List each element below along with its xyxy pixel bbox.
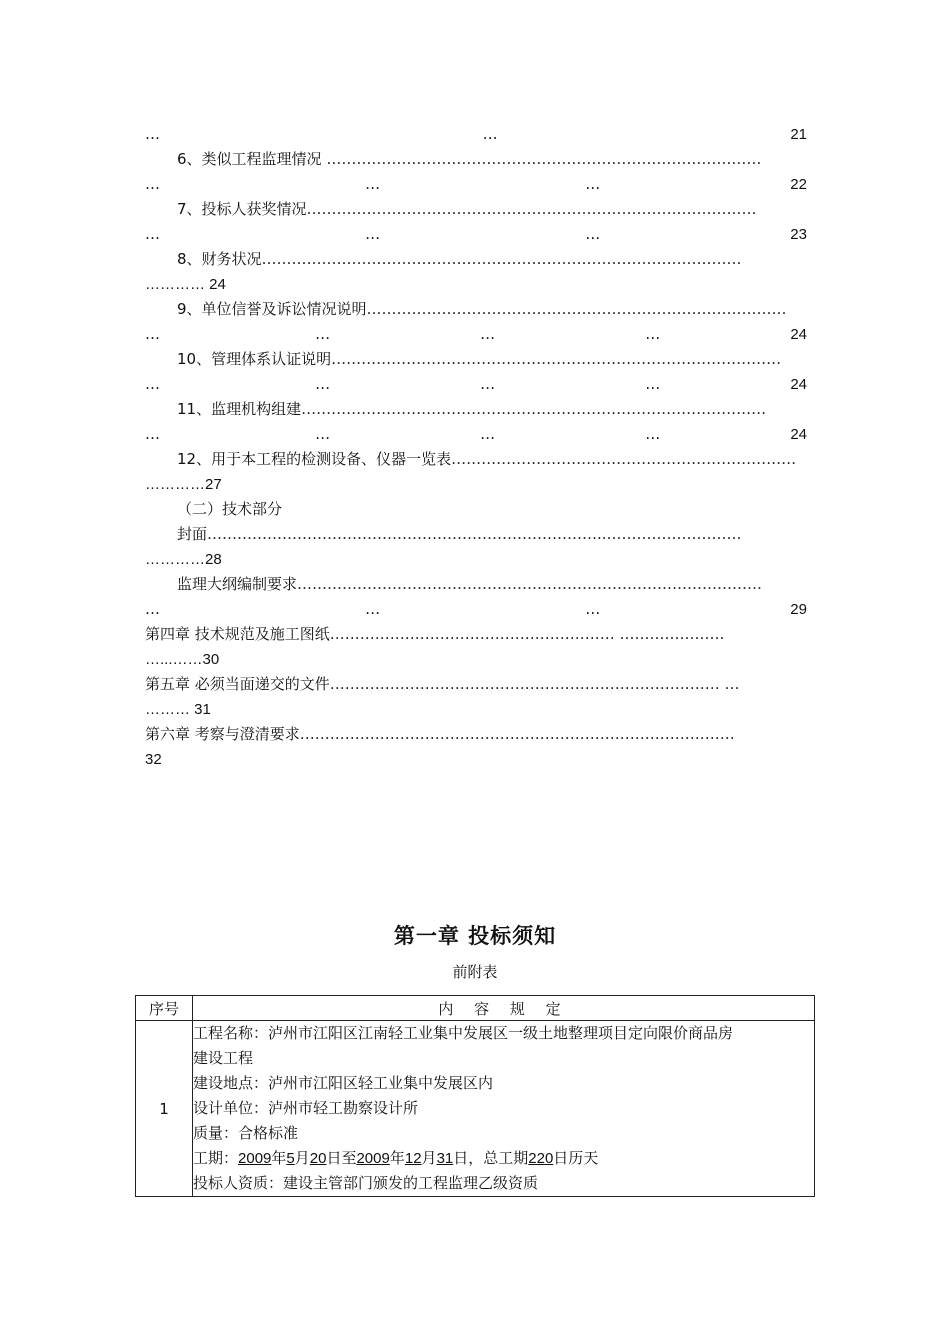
toc-leader: … bbox=[585, 600, 601, 618]
toc-continuation-line bbox=[145, 322, 807, 347]
toc-leader: … bbox=[645, 425, 661, 443]
toc-leader: … bbox=[482, 125, 498, 143]
toc-entry-title: 11、监理机构组建 bbox=[177, 400, 302, 418]
toc-leader: … bbox=[585, 225, 601, 243]
toc-leader: …………………………………………………………………………… bbox=[326, 150, 762, 168]
toc-chapter-entry[interactable] bbox=[145, 672, 807, 697]
toc-leader: …………………………………………………………………………………… bbox=[261, 250, 742, 268]
toc-page-number: 24 bbox=[790, 376, 807, 393]
toc-page-number: 23 bbox=[790, 226, 807, 243]
schedule-text: 月 bbox=[421, 1149, 437, 1167]
schedule-text: 月 bbox=[294, 1149, 310, 1167]
schedule-text: 日，总工期 bbox=[453, 1149, 529, 1167]
toc-entry-title: 7、投标人获奖情况 bbox=[177, 200, 307, 218]
toc-entry-title: 监理大纲编制要求 bbox=[177, 575, 298, 593]
toc-leader: … bbox=[480, 325, 496, 343]
schedule-text: 日历天 bbox=[553, 1149, 599, 1167]
toc-entry-title: 6、类似工程监理情况 bbox=[177, 150, 327, 168]
toc-leader: … bbox=[645, 375, 661, 393]
toc-entry-title: 9、单位信誉及诉讼情况说明 bbox=[177, 300, 367, 318]
toc-continuation-line bbox=[145, 172, 807, 197]
toc-continuation-line: …...……30 bbox=[145, 651, 220, 668]
toc-leader: …………………………………………………………………… … bbox=[329, 675, 740, 693]
chapter-title: 第一章 投标须知 bbox=[393, 924, 557, 948]
toc-leader: ……………………………………………………………………………… bbox=[306, 200, 757, 218]
toc-chapter-entry[interactable] bbox=[145, 722, 807, 747]
schedule-text: 日至 bbox=[326, 1149, 357, 1167]
toc-continuation-line bbox=[145, 222, 807, 247]
toc-continuation-line: …………28 bbox=[145, 551, 222, 568]
toc-leader: … bbox=[145, 175, 160, 193]
table-of-contents bbox=[145, 122, 807, 772]
toc-continuation-line: 32 bbox=[145, 751, 162, 768]
schedule-prefix: 工期： bbox=[193, 1149, 239, 1167]
toc-leader: ………………………………………………………………………………… bbox=[297, 575, 763, 593]
toc-leader: … bbox=[145, 325, 160, 343]
toc-leader: ……………………………………………………………………..……………………… bbox=[207, 525, 742, 543]
toc-leader: … bbox=[315, 375, 331, 393]
schedule-line bbox=[193, 1146, 814, 1171]
toc-continuation-line: ……… 31 bbox=[145, 701, 211, 718]
toc-leader: … bbox=[365, 600, 381, 618]
toc-leader: ……………………………………………………………………………… bbox=[331, 350, 782, 368]
toc-entry-title: 第六章 考察与澄清要求 bbox=[145, 725, 300, 743]
toc-continuation-line bbox=[145, 597, 807, 622]
start-month: 5 bbox=[286, 1150, 295, 1167]
toc-page-number: 29 bbox=[790, 601, 807, 618]
attachment-table bbox=[135, 995, 815, 1197]
toc-entry[interactable] bbox=[145, 397, 807, 422]
toc-entry-title: 12、用于本工程的检测设备、仪器一览表 bbox=[177, 450, 452, 468]
toc-leader: … bbox=[145, 600, 160, 618]
toc-leader: … bbox=[365, 175, 381, 193]
toc-leader: … bbox=[145, 375, 160, 393]
toc-entry[interactable] bbox=[145, 147, 807, 172]
toc-leader: … bbox=[480, 425, 496, 443]
toc-leader: ………………………………………………… ………………… bbox=[329, 625, 725, 643]
toc-continuation-line: ………… 24 bbox=[145, 276, 226, 293]
toc-chapter-entry[interactable] bbox=[145, 622, 807, 647]
header-no: 序号 bbox=[136, 996, 193, 1021]
toc-entry-title: 8、财务状况 bbox=[177, 250, 262, 268]
toc-entry[interactable] bbox=[145, 572, 807, 597]
toc-entry-title: 第四章 技术规范及施工图纸 bbox=[145, 625, 330, 643]
location-line: 建设地点：泸州市江阳区轻工业集中发展区内 bbox=[193, 1074, 494, 1092]
project-name-line: 工程名称：泸州市江阳区江南轻工业集中发展区一级土地整理项目定向限价商品房 bbox=[193, 1024, 734, 1042]
toc-continuation-line bbox=[145, 422, 807, 447]
toc-entry[interactable] bbox=[145, 297, 807, 322]
table-caption: 前附表 bbox=[452, 963, 498, 981]
toc-entry-title: 第五章 必须当面递交的文件 bbox=[145, 675, 330, 693]
toc-entry[interactable] bbox=[145, 247, 807, 272]
toc-page-number: 22 bbox=[790, 176, 807, 193]
toc-page-number: 21 bbox=[790, 126, 807, 143]
header-content: 内 容 规 定 bbox=[193, 996, 815, 1021]
toc-entry-title: 10、管理体系认证说明 bbox=[177, 350, 332, 368]
toc-leader: … bbox=[585, 175, 601, 193]
toc-entry[interactable] bbox=[145, 522, 807, 547]
toc-leader: … bbox=[365, 225, 381, 243]
toc-continuation-line bbox=[145, 122, 807, 147]
start-day: 20 bbox=[309, 1150, 327, 1167]
project-name-continued: 建设工程 bbox=[193, 1049, 254, 1067]
toc-page-number: 24 bbox=[790, 326, 807, 343]
row-content bbox=[193, 1021, 815, 1197]
end-day: 31 bbox=[436, 1150, 454, 1167]
toc-leader: ………………………………………………………………………… bbox=[366, 300, 787, 318]
toc-leader: … bbox=[145, 425, 160, 443]
toc-leader: …………………………………………………………………………… bbox=[299, 725, 735, 743]
designer-line: 设计单位：泸州市轻工勘察设计所 bbox=[193, 1099, 419, 1117]
end-year: 2009 bbox=[356, 1150, 390, 1167]
toc-leader: … bbox=[480, 375, 496, 393]
end-month: 12 bbox=[404, 1150, 422, 1167]
toc-entry[interactable] bbox=[145, 197, 807, 222]
toc-continuation-line bbox=[145, 372, 807, 397]
table-row bbox=[136, 1021, 815, 1197]
schedule-text: 年 bbox=[271, 1149, 287, 1167]
schedule-text: 年 bbox=[389, 1149, 405, 1167]
table-header-row bbox=[136, 996, 815, 1021]
toc-leader: … bbox=[145, 125, 160, 143]
toc-section-heading: （二）技术部分 bbox=[177, 500, 283, 518]
toc-entry-title: 封面 bbox=[177, 525, 208, 543]
toc-entry[interactable] bbox=[145, 447, 807, 472]
qualification-line: 投标人资质：建设主管部门颁发的工程监理乙级资质 bbox=[193, 1174, 539, 1192]
toc-leader: ………………………………………………………………………………… bbox=[301, 400, 767, 418]
toc-continuation-line: …………27 bbox=[145, 476, 222, 493]
quality-line: 质量：合格标准 bbox=[193, 1124, 299, 1142]
toc-leader: … bbox=[645, 325, 661, 343]
toc-entry[interactable] bbox=[145, 347, 807, 372]
toc-leader: … bbox=[145, 225, 160, 243]
toc-leader: … bbox=[315, 325, 331, 343]
toc-leader: … bbox=[315, 425, 331, 443]
toc-leader: …………………………………………………………… bbox=[451, 450, 797, 468]
toc-page-number: 24 bbox=[790, 426, 807, 443]
row-number: 1 bbox=[136, 1021, 193, 1197]
total-days: 220 bbox=[528, 1150, 554, 1167]
start-year: 2009 bbox=[238, 1150, 272, 1167]
